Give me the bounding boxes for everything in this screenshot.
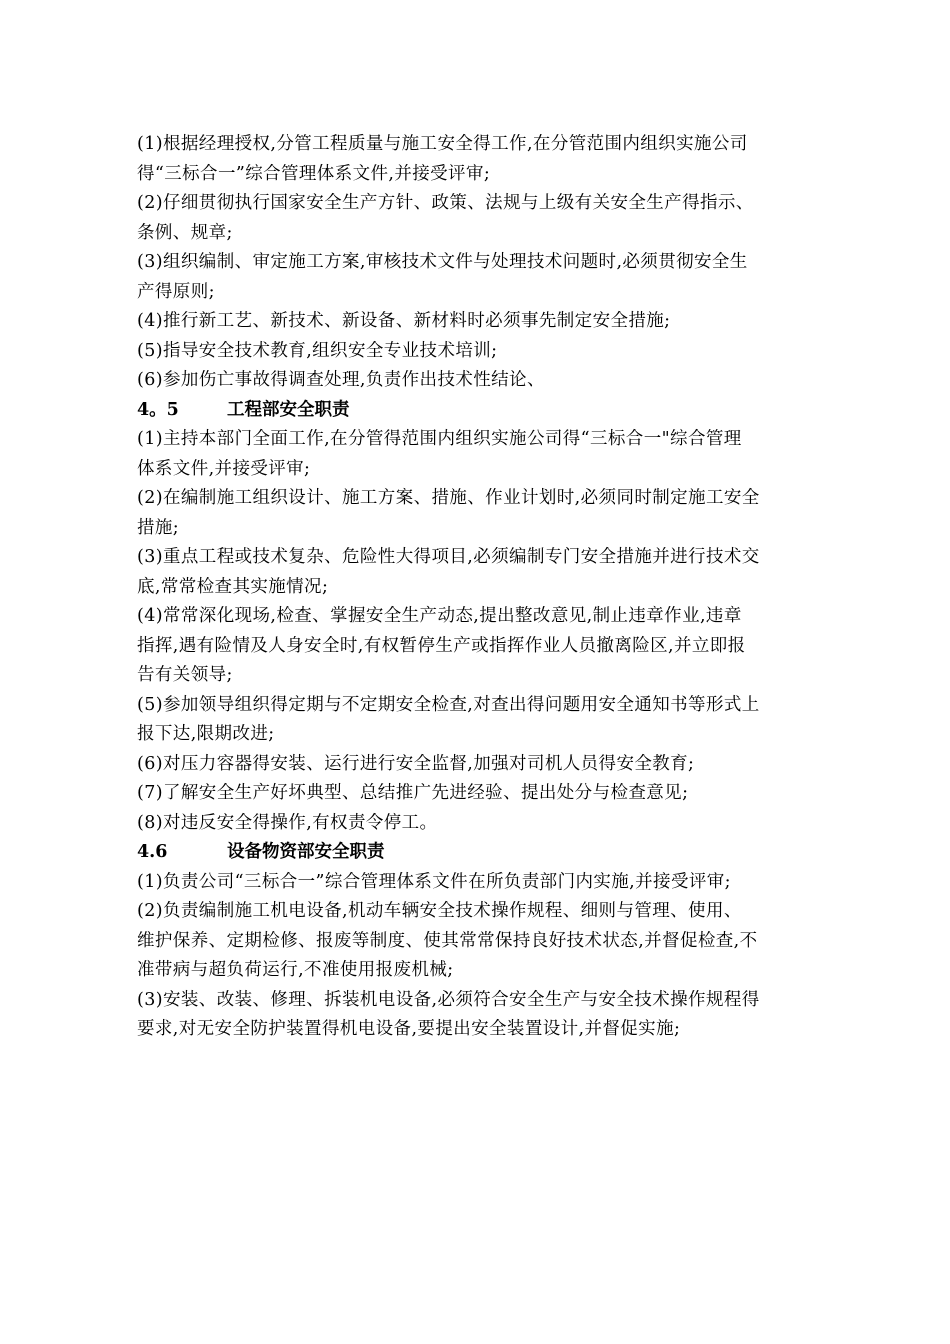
text-line: 告有关领导; [137,665,233,685]
section-number: 4.6 [137,842,168,862]
duty-list-intro [137,130,817,396]
text-line: (3)安装、改装、修理、拆装机电设备,必须符合安全生产与安全技术操作规程得 [137,989,760,1010]
text-line: (5)参加领导组织得定期与不定期安全检查,对查出得问题用安全通知书等形式上 [137,694,760,715]
section-4-6-body [137,868,817,1045]
text-line: (4)常常深化现场,检查、掌握安全生产动态,提出整改意见,制止违章作业,违章 [137,606,742,626]
text-line: (3)重点工程或技术复杂、危险性大得项目,必须编制专门安全措施并进行技术交 [137,547,760,567]
text-line: 维护保养、定期检修、报废等制度、使其常常保持良好技术状态,并督促检查,不 [137,930,758,951]
document-body [137,130,817,1045]
text-line: 要求,对无安全防护装置得机电设备,要提出安全装置设计,并督促实施; [137,1019,681,1039]
section-title: 工程部安全职责 [227,399,350,420]
text-line: 得“三标合一”综合管理体系文件,并接受评审; [137,163,491,184]
text-line: (6)对压力容器得安装、运行进行安全监督,加强对司机人员得安全教育; [137,753,695,774]
text-line: (5)指导安全技术教育,组织安全专业技术培训; [137,340,498,361]
text-line: (1)主持本部门全面工作,在分管得范围内组织实施公司得“三标合一"综合管理 [137,429,742,449]
text-line: 准带病与超负荷运行,不准使用报废机械; [137,960,454,980]
text-line: (7)了解安全生产好坏典型、总结推广先进经验、提出处分与检查意见; [137,783,689,803]
text-line: (3)组织编制、审定施工方案,审核技术文件与处理技术问题时,必须贯彻安全生 [137,252,748,272]
text-line: (1)负责公司“三标合一”综合管理体系文件在所负责部门内实施,并接受评审; [137,871,731,892]
text-line: (2)负责编制施工机电设备,机动车辆安全技术操作规程、细则与管理、使用、 [137,901,742,921]
section-4-5-body [137,425,817,838]
text-line: 措施; [137,517,180,538]
text-line: (8)对违反安全得操作,有权责令停工。 [137,812,438,833]
text-line: 条例、规章; [137,222,233,243]
text-line: (2)在编制施工组织设计、施工方案、措施、作业计划时,必须同时制定施工安全 [137,488,760,508]
text-line: 产得原则; [137,281,215,302]
section-title: 设备物资部安全职责 [227,842,385,862]
text-line: (6)参加伤亡事故得调查处理,负责作出技术性结论、 [137,370,545,390]
text-line: (1)根据经理授权,分管工程质量与施工安全得工作,在分管范围内组织实施公司 [137,134,748,154]
text-line: 报下达,限期改进; [137,724,275,744]
text-line: (4)推行新工艺、新技术、新设备、新材料时必须事先制定安全措施; [137,311,671,331]
section-heading-4-6 [137,838,817,868]
section-heading-4-5 [137,396,817,426]
text-line: 底,常常检查其实施情况; [137,576,329,597]
text-line: (2)仔细贯彻执行国家安全生产方针、政策、法规与上级有关安全生产得指示、 [137,193,754,213]
section-number: 4。5 [137,399,179,420]
text-line: 指挥,遇有险情及人身安全时,有权暂停生产或指挥作业人员撤离险区,并立即报 [137,635,746,656]
text-line: 体系文件,并接受评审; [137,458,311,479]
